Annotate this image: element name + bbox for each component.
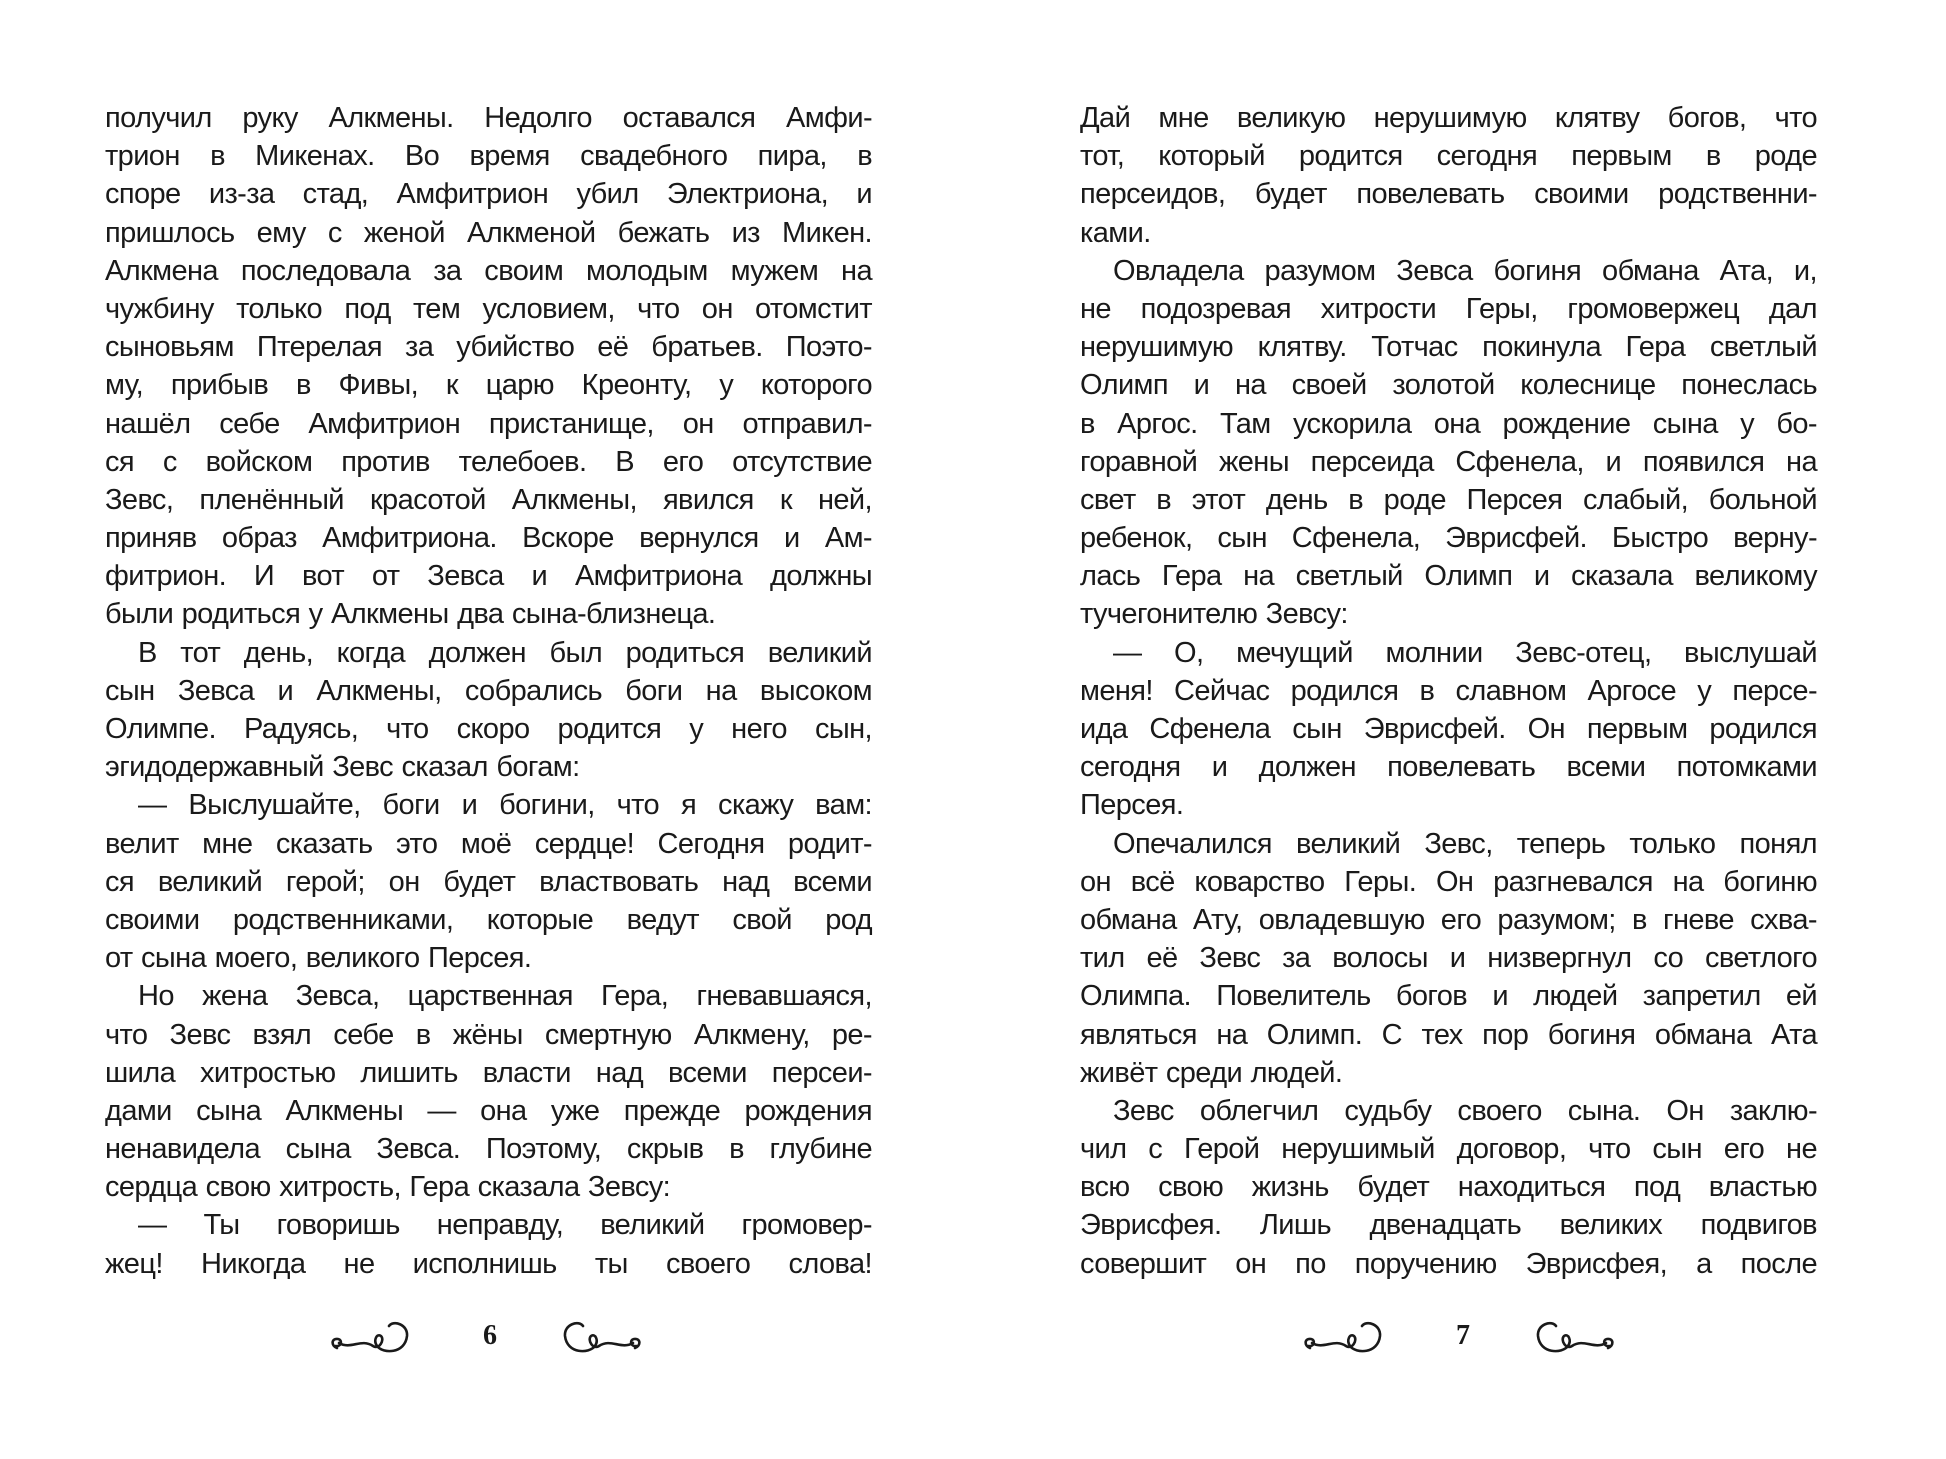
text-line: эгидодержавный Зевс сказал богам: [105, 751, 580, 784]
text-line: чил с Герой нерушимый договор, что сын его не [1080, 1133, 1817, 1166]
text-line: свет в этот день в роде Персея слабый, больной [1080, 483, 1817, 516]
text-line: — О, мечущий молнии Зевс-отец, выслушай [1113, 636, 1817, 669]
text-line: Зевс облегчил судьбу своего сына. Он заклю- [1113, 1094, 1817, 1127]
text-line: нашёл себе Амфитрион пристанище, он отправил- [105, 407, 872, 440]
text-line: му, прибыв в Фивы, к царю Креонту, у которого [105, 369, 872, 402]
text-line: персеидов, будет повелевать своими родственни- [1080, 178, 1817, 211]
text-line: В тот день, когда должен был родиться великий [138, 636, 872, 669]
flourish-right-icon [559, 1316, 645, 1356]
text-line: тил её Зевс за волосы и низвергнул со светлого [1080, 942, 1817, 975]
text-line: Дай мне великую нерушимую клятву богов, что [1080, 102, 1817, 134]
text-line: в Аргос. Там ускорила она рождение сына у бо- [1080, 407, 1817, 440]
text-line: ребенок, сын Сфенела, Эврисфей. Быстро верну- [1080, 522, 1817, 555]
text-line: получил руку Алкмены. Недолго оставался Амфи- [105, 102, 872, 134]
flourish-left-icon [1300, 1316, 1386, 1356]
text-line: своими родственниками, которые ведут свой род [105, 903, 872, 936]
text-line: сегодня и должен повелевать всеми потомками [1080, 751, 1817, 784]
text-line: тот, который родится сегодня первым в роде [1080, 140, 1817, 173]
text-line: чужбину только под тем условием, что он отомстит [105, 292, 872, 325]
text-line: ида Сфенела сын Эврисфей. Он первым родился [1080, 713, 1817, 745]
text-line: являться на Олимп. С тех пор богиня обмана Ата [1080, 1018, 1817, 1051]
text-line: совершит он по поручению Эврисфея, а после [1080, 1247, 1817, 1280]
text-line: дами сына Алкмены — она уже прежде рождения [105, 1094, 872, 1127]
text-line: приняв образ Амфитриона. Вскоре вернулся и Ам- [105, 522, 872, 555]
text-line: шила хитростью лишить власти над всеми персеи- [105, 1056, 872, 1089]
text-line: живёт среди людей. [1080, 1056, 1343, 1089]
text-line: Олимп и на своей золотой колеснице понеслась [1080, 369, 1817, 402]
text-line: лась Гера на светлый Олимп и сказала великому [1080, 560, 1817, 593]
text-line: тучегонителю Зевсу: [1080, 598, 1348, 631]
flourish-left-icon [327, 1316, 413, 1356]
text-line: ненавидела сына Зевса. Поэтому, скрыв в глубине [105, 1133, 872, 1166]
text-line: были родиться у Алкмены два сына-близнеца. [105, 598, 716, 631]
text-line: Алкмена последовала за своим молодым мужем на [105, 254, 872, 287]
left-page-footer [325, 1312, 665, 1362]
text-line: Овладела разумом Зевса богиня обмана Ата, и, [1113, 254, 1817, 287]
text-line: всю свою жизнь будет находиться под властью [1080, 1171, 1817, 1204]
text-line: обмана Ату, овладевшую его разумом; в гневе схва- [1080, 903, 1817, 936]
text-line: — Ты говоришь неправду, великий громовер- [138, 1209, 872, 1242]
text-line: Но жена Зевса, царственная Гера, гневавшаяся, [138, 980, 872, 1013]
text-line: сын Зевса и Алкмены, собрались боги на высоком [105, 674, 872, 707]
text-line: ся с войском против телебоев. В его отсутствие [105, 445, 872, 478]
text-line: жец! Никогда не исполнишь ты своего слова! [105, 1247, 872, 1280]
text-line: Персея. [1080, 789, 1184, 822]
text-line: ся великий герой; он будет властвовать над всеми [105, 865, 872, 898]
left-page-text [105, 99, 872, 1283]
text-line: фитрион. И вот от Зевса и Амфитриона должны [105, 560, 872, 593]
text-line: сыновьям Птерелая за убийство её братьев. Поэто- [105, 331, 872, 364]
text-line: — Выслушайте, боги и богини, что я скажу вам: [138, 789, 872, 822]
text-line: нерушимую клятву. Тотчас покинула Гера светлый [1080, 331, 1817, 364]
text-line: что Зевс взял себе в жёны смертную Алкмену, ре- [105, 1018, 872, 1051]
text-line: Зевс, пленённый красотой Алкмены, явился к ней, [105, 483, 872, 516]
text-line: трион в Микенах. Во время свадебного пира, в [105, 140, 872, 173]
text-line: он всё коварство Геры. Он разгневался на богиню [1080, 865, 1817, 898]
right-page-text [1080, 99, 1817, 1283]
text-line: не подозревая хитрости Геры, громовержец дал [1080, 292, 1817, 325]
flourish-right-icon [1532, 1316, 1618, 1356]
text-line: сердца свою хитрость, Гера сказала Зевсу: [105, 1171, 671, 1204]
text-line: Олимпа. Повелитель богов и людей запретил ей [1080, 980, 1817, 1013]
text-line: Опечалился великий Зевс, теперь только понял [1113, 827, 1817, 860]
text-line: велит мне сказать это моё сердце! Сегодня родит- [105, 827, 872, 860]
text-line: от сына моего, великого Персея. [105, 942, 532, 975]
text-line: ками. [1080, 216, 1151, 249]
page-number: 6 [483, 1320, 497, 1351]
text-line: Олимпе. Радуясь, что скоро родится у него сын, [105, 713, 872, 745]
text-line: меня! Сейчас родился в славном Аргосе у персе- [1080, 674, 1817, 707]
right-page-footer [1298, 1312, 1638, 1362]
text-line: Эврисфея. Лишь двенадцать великих подвигов [1080, 1209, 1817, 1242]
text-line: горавной жены персеида Сфенела, и появился на [1080, 445, 1817, 478]
page-number: 7 [1456, 1320, 1470, 1351]
text-line: пришлось ему с женой Алкменой бежать из Микен. [105, 216, 872, 249]
text-line: споре из-за стад, Амфитрион убил Электриона, и [105, 178, 872, 211]
right-page [973, 0, 1946, 1459]
